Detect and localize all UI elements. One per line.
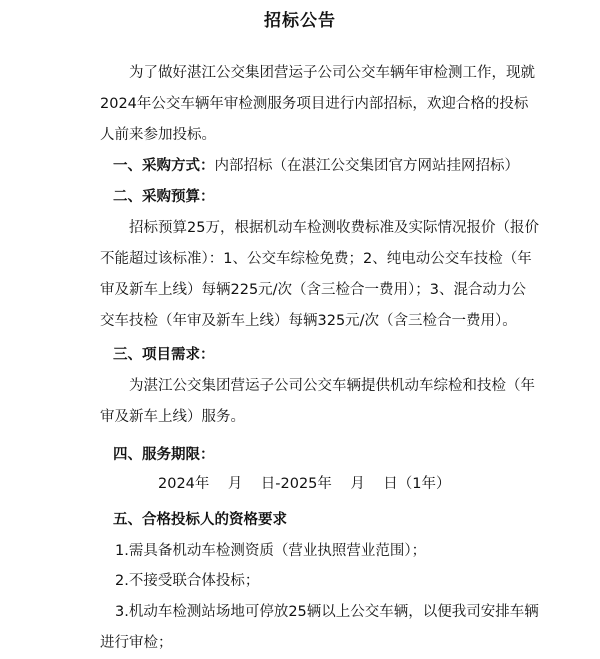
section-method	[113, 151, 519, 182]
qualification-item: 1.需具备机动车检测资质（营业执照营业范围）；	[115, 543, 427, 559]
section-budget-text: 招标预算25万，根据机动车检测收费标准及实际情况报价（报价不能超过该标准）：1、公交车综检免费；2、纯电动公交车技检（年审及新车上线）每辆225元/次（含三检合一费用）；3、混合动力公交车技检（年审及新车上线）每辆325元/次（含三检合一费用）。	[100, 220, 539, 329]
section-method-text: 内部招标（在湛江公交集团官方网站挂网招标）	[214, 158, 519, 174]
qualification-item: 2.不接受联合体投标；	[115, 573, 260, 589]
section-budget-heading-text: 二、采购预算：	[113, 189, 215, 205]
section-period-text: 2024年 月 日-2025年 月 日（1年）	[158, 476, 451, 492]
section-qualification-heading	[113, 505, 287, 536]
intro-paragraph: 为了做好湛江公交集团营运子公司公交车辆年审检测工作，现就2024年公交车辆年审检测服务项目进行内部招标，欢迎合格的投标人前来参加投标。	[100, 65, 535, 143]
section-demand-text: 为湛江公交集团营运子公司公交车辆提供机动车综检和技检（年审及新车上线）服务。	[100, 378, 535, 425]
section-period-heading-text: 四、服务期限：	[113, 447, 215, 463]
section-demand-heading	[113, 340, 215, 371]
qualification-item: 3.机动车检测站场地可停放25辆以上公交车辆，以便我司安排车辆进行审检；	[100, 604, 539, 651]
section-budget-heading	[113, 182, 215, 213]
section-method-heading: 一、采购方式：	[113, 158, 215, 174]
section-period-heading	[113, 440, 215, 471]
section-qualification-heading-text: 五、合格投标人的资格要求	[113, 512, 287, 528]
page-title: 招标公告	[264, 11, 336, 31]
section-demand-heading-text: 三、项目需求：	[113, 347, 215, 363]
